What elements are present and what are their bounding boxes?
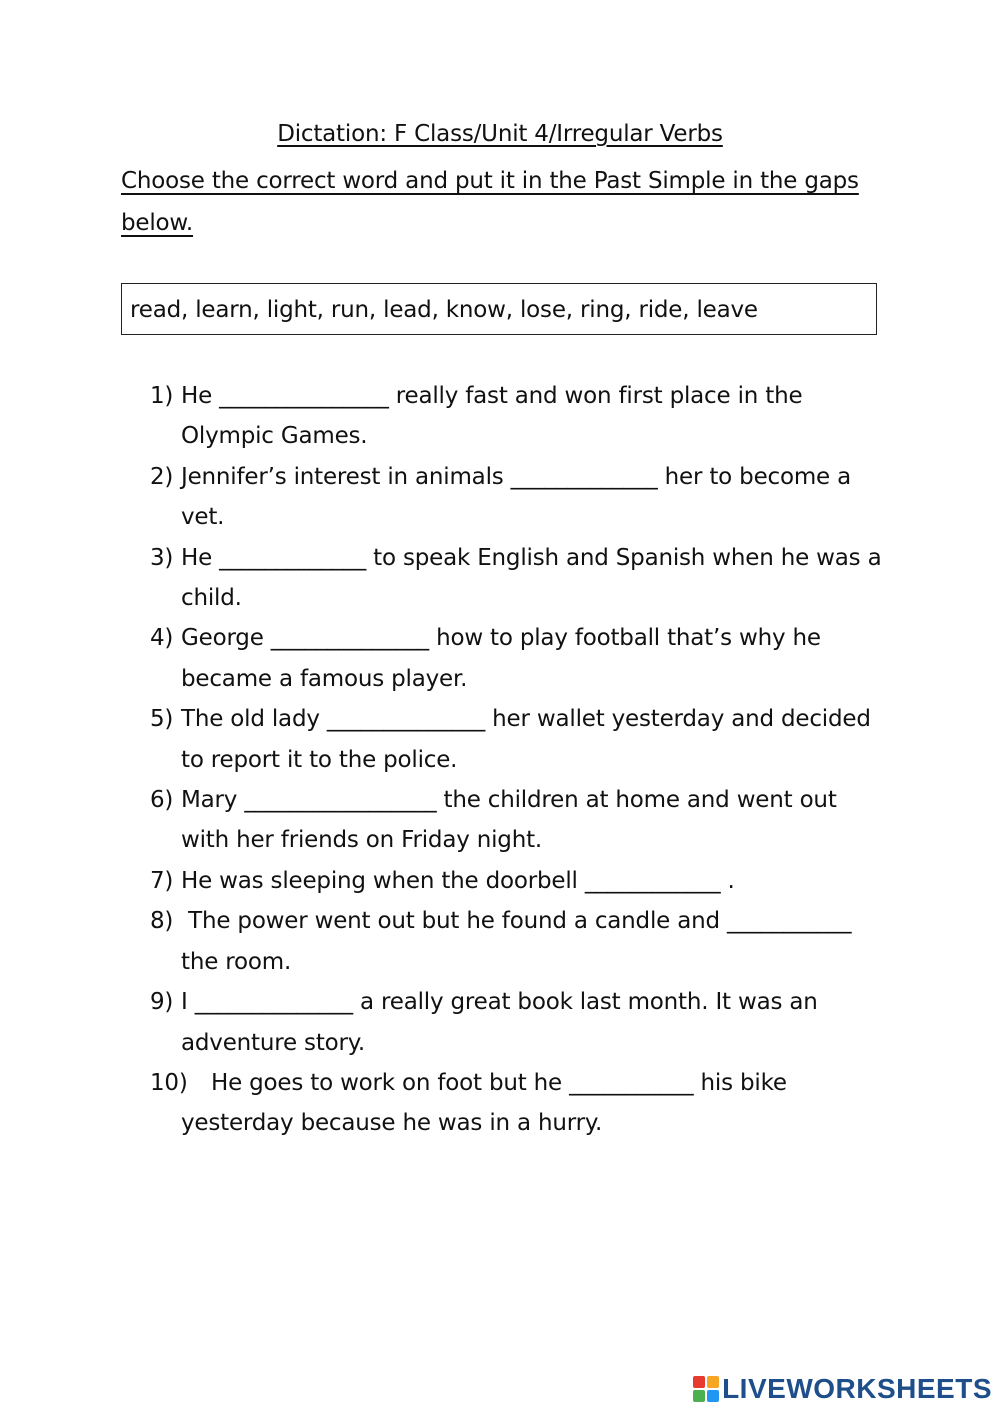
question-item xyxy=(150,457,890,538)
instruction-text: Choose the correct word and put it in the Past Simple in the gaps below. xyxy=(121,168,859,236)
logo-text: LIVEWORKSHEETS xyxy=(722,1373,992,1404)
question-number: 9) xyxy=(150,989,174,1016)
question-number: 3) xyxy=(150,544,174,571)
question-text: I ______________ a really great book last month. It was an adventure story. xyxy=(181,989,825,1056)
question-number: 4) xyxy=(150,625,174,652)
question-number: 10) xyxy=(150,1069,188,1096)
liveworksheets-logo xyxy=(693,1372,992,1406)
question-number: 6) xyxy=(150,787,174,814)
question-text: He _____________ to speak English and Spanish when he was a child. xyxy=(181,544,889,612)
question-item xyxy=(150,1063,890,1144)
question-number: 2) xyxy=(150,463,174,490)
question-text: The power went out but he found a candle and ___________ the room. xyxy=(181,908,859,975)
question-text: Mary _________________ the children at home and went out with her friends on Friday night. xyxy=(181,787,844,854)
logo-mark-icon xyxy=(693,1376,719,1402)
question-text: The old lady ______________ her wallet yesterday and decided to report it to the police. xyxy=(181,706,878,773)
question-item xyxy=(150,780,890,861)
question-number: 1) xyxy=(150,383,174,409)
worksheet-title: Dictation: F Class/Unit 4/Irregular Verbs xyxy=(277,121,723,147)
question-text: He _______________ really fast and won first place in the Olympic Games. xyxy=(181,383,810,450)
question-item xyxy=(150,618,890,699)
question-item xyxy=(150,861,890,901)
word-bank-box: read, learn, light, run, lead, know, lose, ring, ride, leave xyxy=(121,283,877,335)
question-number: 5) xyxy=(150,706,174,733)
question-text: He goes to work on foot but he ___________ his bike yesterday because he was in a hurry. xyxy=(181,1069,794,1137)
question-item xyxy=(150,376,890,457)
question-text: He was sleeping when the doorbell ____________ . xyxy=(181,867,735,894)
question-list xyxy=(150,376,890,1144)
question-item xyxy=(150,901,890,982)
question-number: 8) xyxy=(150,908,174,935)
question-text: George ______________ how to play football that’s why he became a famous player. xyxy=(181,625,828,692)
question-item xyxy=(150,982,890,1063)
question-item xyxy=(150,699,890,780)
question-item xyxy=(150,538,890,619)
question-text: Jennifer’s interest in animals _____________ her to become a vet. xyxy=(181,463,859,531)
question-number: 7) xyxy=(150,867,174,894)
